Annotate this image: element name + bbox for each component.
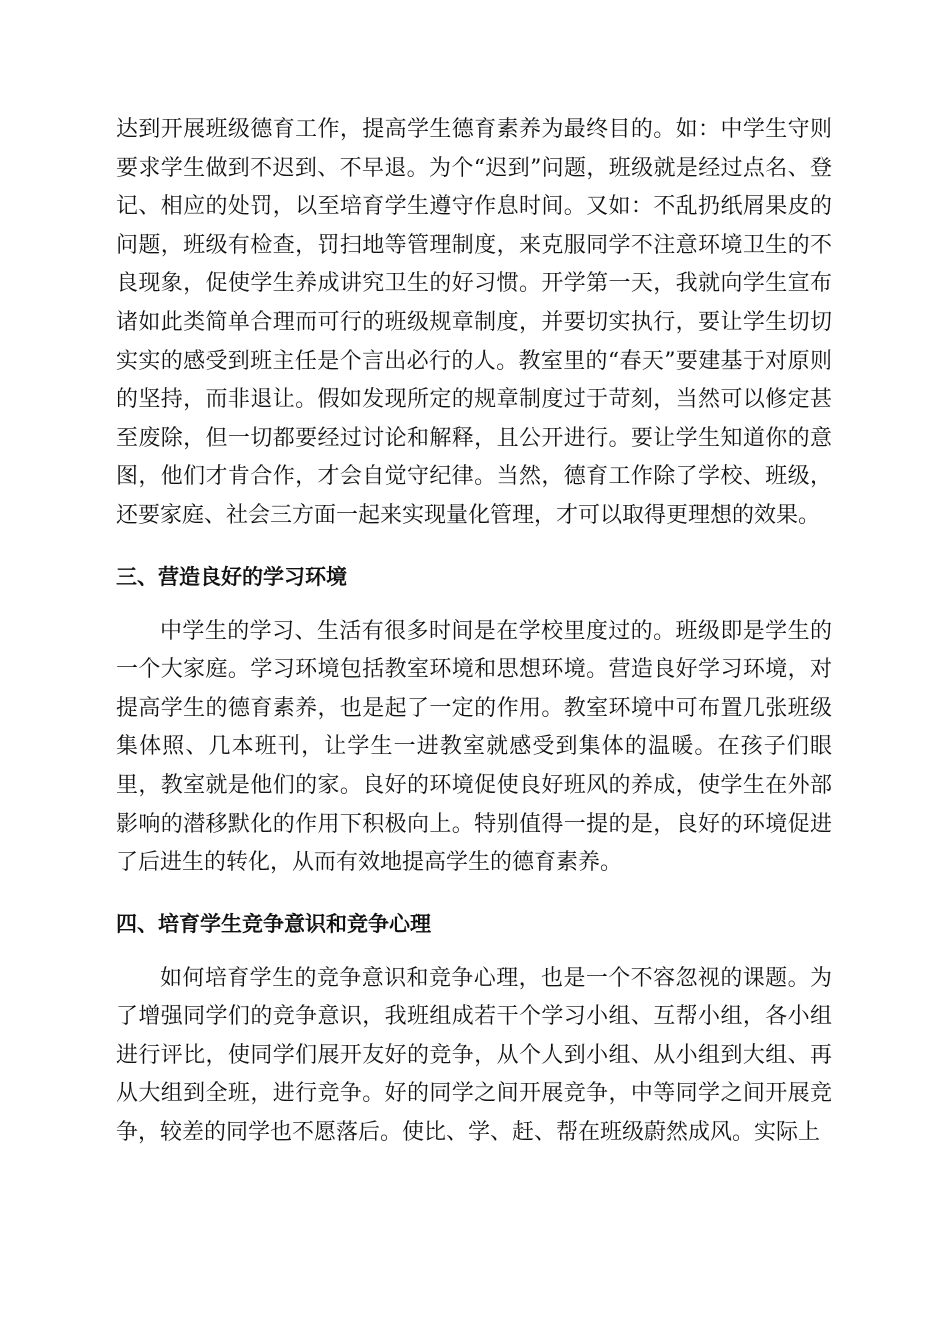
paragraph-competition: 如何培育学生的竞争意识和竞争心理，也是一个不容忽视的课题。为了增强同学们的竞争意识，我班组成若干个学习小组、互帮小组，各小组进行评比，使同学们展开友好的竞争，从个人到小组、从小组到大组、再从大组到全班，进行竞争。好的同学之间开展竞争，中等同学之间开展竞争，较差的同学也不愿落后。使比、学、赶、帮在班级蔚然成风。实际上 xyxy=(116,965,832,1146)
section-heading-learning-environment: 三、营造良好的学习环境 xyxy=(116,564,347,589)
document-body xyxy=(116,111,832,1153)
section-heading-competition: 四、培育学生竞争意识和竞争心理 xyxy=(116,911,431,936)
paragraph-discipline-rules: 达到开展班级德育工作，提高学生德育素养为最终目的。如：中学生守则要求学生做到不迟到、不早退。为个“迟到”问题，班级就是经过点名、登记、相应的处罚，以至培育学生遵守作息时间。又如：不乱扔纸屑果皮的问题，班级有检查，罚扫地等管理制度，来克服同学不注意环境卫生的不良现象，促使学生养成讲究卫生的好习惯。开学第一天，我就向学生宣布诸如此类简单合理而可行的班级规章制度，并要切实执行，要让学生切切实实的感受到班主任是个言出必行的人。教室里的“春天”要建基于对原则的坚持，而非退让。假如发现所定的规章制度过于苛刻，当然可以修定甚至废除，但一切都要经过讨论和解释，且公开进行。要让学生知道你的意图，他们才肯合作，才会自觉守纪律。当然，德育工作除了学校、班级，还要家庭、社会三方面一起来实现量化管理，才可以取得更理想的效果。 xyxy=(116,117,832,528)
paragraph-learning-environment: 中学生的学习、生活有很多时间是在学校里度过的。班级即是学生的一个大家庭。学习环境包括教室环境和思想环境。营造良好学习环境，对提高学生的德育素养，也是起了一定的作用。教室环境中可布置几张班级集体照、几本班刊，让学生一进教室就感受到集体的温暖。在孩子们眼里，教室就是他们的家。良好的环境促使良好班风的养成，使学生在外部影响的潜移默化的作用下积极向上。特别值得一提的是，良好的环境促进了后进生的转化，从而有效地提高学生的德育素养。 xyxy=(116,618,832,876)
